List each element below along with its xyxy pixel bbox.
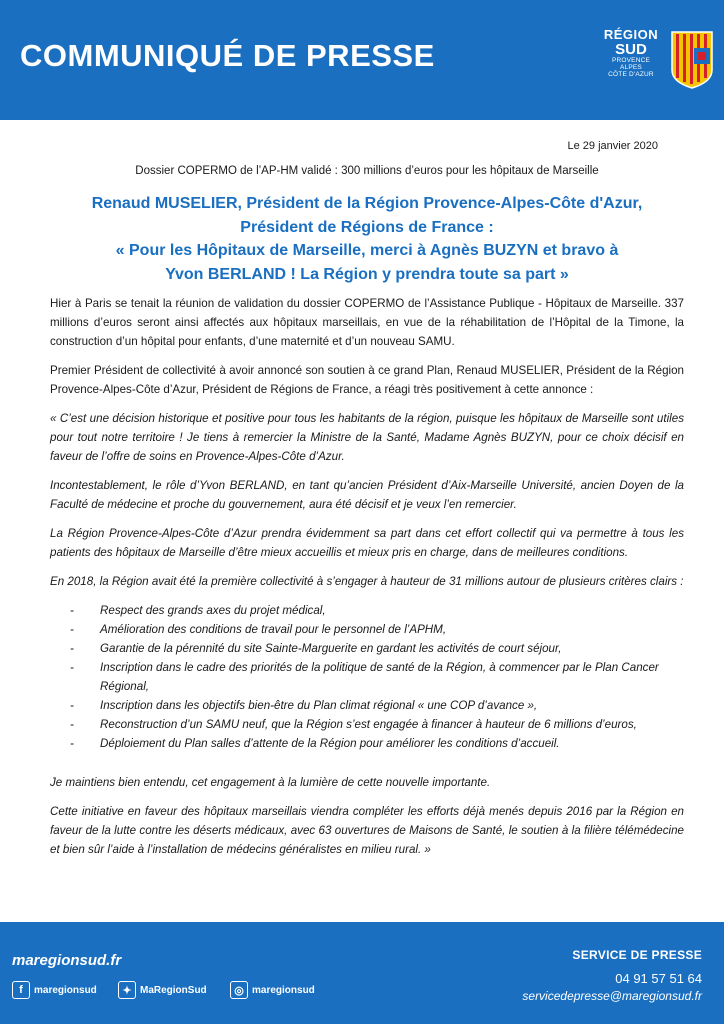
facebook-link[interactable]: f maregionsud <box>12 980 97 1000</box>
list-item: - Respect des grands axes du projet médical, <box>70 604 326 617</box>
logo-provence: PROVENCE <box>611 57 651 64</box>
header-banner <box>0 0 724 120</box>
list-item: - Amélioration des conditions de travail pour le personnel de l’APHM, <box>70 623 447 636</box>
list-item: - Reconstruction d’un SAMU neuf, que la Région s’est engagée à financer à hauteur de 6 millions d’euros, <box>70 718 637 731</box>
region-logo <box>596 28 666 78</box>
list-item: - Déploiement du Plan salles d’attente de la Région pour améliorer les conditions d’accueil. <box>70 737 560 750</box>
headline-line-2: Président de Régions de France : <box>240 218 494 236</box>
footer <box>0 922 724 1024</box>
release-subject: Dossier COPERMO de l’AP-HM validé : 300 millions d’euros pour les hôpitaux de Marseille <box>135 165 599 177</box>
website-link[interactable]: maregionsud.fr <box>12 952 122 969</box>
paragraph-intro: Hier à Paris se tenait la réunion de validation du dossier COPERMO de l’Assistance Publique - Hôpitaux de Marseille. 337 millions d’euros seront ainsi affectés aux hôpitaux marseillais, en vue de la réhabilitation de l’Hôpital de la Timone, la construction d’un hôpital pour enfants, d’une maternité et d’un nouveau SAMU. <box>50 297 684 348</box>
list-item: - Inscription dans le cadre des priorités de la politique de santé de la Région, à commencer par le Plan Cancer Régional, <box>70 661 659 693</box>
criteria-list <box>50 601 684 753</box>
logo-cote-dazur: CÔTE D'AZUR <box>608 71 654 78</box>
instagram-link[interactable]: ◎ maregionsud <box>230 980 315 1000</box>
logo-sud: SUD <box>615 41 647 58</box>
press-email[interactable]: servicedepresse@maregionsud.fr <box>522 989 702 1003</box>
list-item: - Garantie de la pérennité du site Sainte-Marguerite en gardant les activités de court séjour, <box>70 642 562 655</box>
region-flag-icon <box>670 30 714 90</box>
instagram-icon: ◎ <box>230 981 248 999</box>
paragraph-quote-6: Cette initiative en faveur des hôpitaux marseillais viendra compléter les efforts déjà menés depuis 2016 par la Région en faveur de la lutte contre les déserts médicaux, avec 63 ouvertures de Maisons de Santé, le soutien à la filière télémédecine et bien sûr l’aide à l’installation de médecins généralistes en milieu rural. » <box>50 805 684 856</box>
paragraph-quote-3: La Région Provence-Alpes-Côte d’Azur prendra évidemment sa part dans cet effort collectif qui va permettre à tous les patients des hôpitaux de Marseille d’être mieux accueillis et mieux pris en charge, dans de meilleures conditions. <box>50 527 684 559</box>
press-phone[interactable]: 04 91 57 51 64 <box>615 971 702 986</box>
headline-line-1: Renaud MUSELIER, Président de la Région Provence-Alpes-Côte d'Azur, <box>91 195 643 212</box>
paragraph-quote-4: En 2018, la Région avait été la première collectivité à s’engager à hauteur de 31 millions autour de plusieurs critères clairs : <box>50 575 684 588</box>
list-item: - Inscription dans les objectifs bien-être du Plan climat régional « une COP d’avance », <box>70 699 538 712</box>
paragraph-reaction: Premier Président de collectivité à avoir annoncé son soutien à ce grand Plan, Renaud MUSELIER, Président de la Région Provence-Alpes-Côte d’Azur, Président de Régions de France, a réagi très positivement à cette annonce : <box>50 364 684 396</box>
facebook-icon: f <box>12 981 30 999</box>
headline-line-4: Yvon BERLAND ! La Région y prendra toute sa part » <box>165 265 569 283</box>
twitter-icon: ✦ <box>118 981 136 999</box>
logo-region: RÉGION <box>603 27 659 42</box>
paragraph-quote-5: Je maintiens bien entendu, cet engagement à la lumière de cette nouvelle importante. <box>50 776 491 789</box>
release-date: Le 29 janvier 2020 <box>567 140 658 152</box>
paragraph-quote-2: Incontestablement, le rôle d’Yvon BERLAND, en tant qu’ancien Président d’Aix-Marseille Université, ancien Doyen de la Faculté de médecine et proche du gouvernement, aura été décisif et je veux l’en remercier. <box>50 479 684 511</box>
headline <box>50 192 684 286</box>
page-title: COMMUNIQUÉ DE PRESSE <box>20 38 435 73</box>
paragraph-quote-1: « C’est une décision historique et positive pour tous les habitants de la région, puisque les hôpitaux de Marseille sont utiles pour tout notre territoire ! Je tiens à remercier la Ministre de la Santé, Madame Agnès BUZYN, pour ce choix décisif en faveur de l’offre de soins en Provence-Alpes-Côte d’Azur. <box>50 412 684 463</box>
press-service-title: SERVICE DE PRESSE <box>572 948 702 962</box>
logo-alpes: ALPES <box>620 64 642 71</box>
body-text <box>50 294 684 869</box>
headline-line-3: « Pour les Hôpitaux de Marseille, merci à Agnès BUZYN et bravo à <box>115 242 619 259</box>
twitter-link[interactable]: ✦ MaRegionSud <box>118 980 207 1000</box>
